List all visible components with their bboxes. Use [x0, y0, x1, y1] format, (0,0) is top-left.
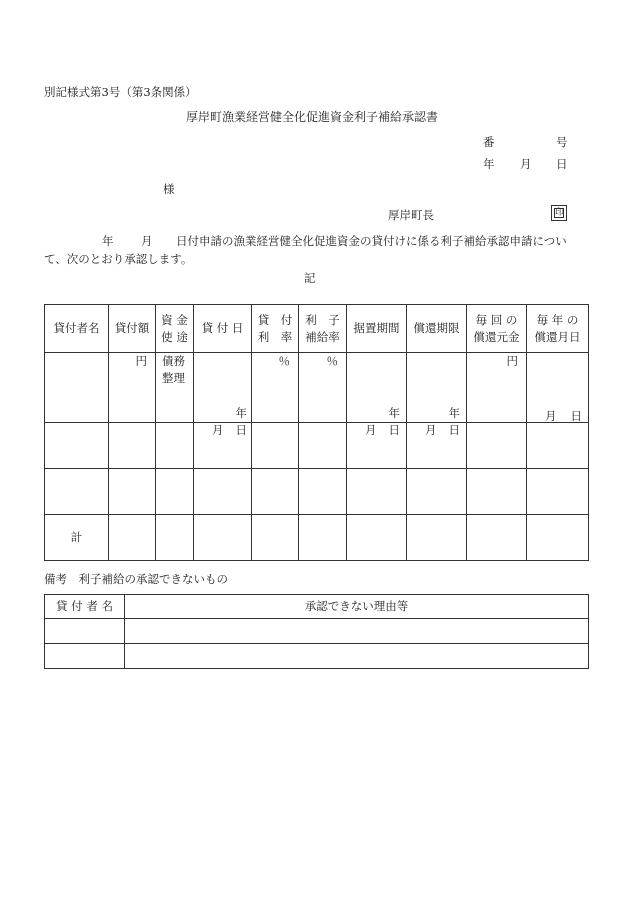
remarks-label: 備考 利子補給の承認できないもの — [44, 572, 228, 586]
remarks-table — [44, 594, 589, 669]
header-purpose: 資 金 使 途 — [156, 305, 194, 353]
header-deferral-period: 据置期間 — [347, 305, 407, 353]
table-row — [45, 423, 589, 469]
table-row — [45, 469, 589, 515]
go-label: 号 — [556, 135, 568, 149]
issuer-name: 厚岸町長 — [388, 208, 434, 222]
table-row — [45, 644, 589, 669]
row1-subsidy-rate[interactable]: ％ — [299, 353, 347, 423]
table-row — [45, 619, 589, 644]
body-year: 年 — [102, 234, 114, 248]
table-row — [45, 353, 589, 423]
total-row — [45, 515, 589, 561]
row1-deferral[interactable]: 年 月 日 — [347, 353, 407, 423]
row1-principal[interactable]: 円 — [467, 353, 527, 423]
ki-label: 記 — [304, 271, 316, 285]
row1-term[interactable]: 年 月 日 — [407, 353, 467, 423]
form-number: 別記様式第3号（第3条関係） — [44, 85, 197, 99]
header-repay-term: 償還期限 — [407, 305, 467, 353]
date-day-label: 日 — [556, 157, 568, 171]
row1-lender[interactable] — [45, 353, 109, 423]
seal-stamp: 印 — [551, 205, 567, 221]
main-table — [44, 304, 589, 561]
row1-loan-rate[interactable]: ％ — [252, 353, 299, 423]
recipient-honorific: 様 — [163, 182, 175, 196]
document-title: 厚岸町漁業経営健全化促進資金利子補給承認書 — [186, 110, 439, 124]
total-label: 計 — [45, 515, 109, 561]
row1-repay-date[interactable]: 月 日 — [527, 353, 589, 423]
remarks-header-reason: 承認できない理由等 — [125, 595, 589, 619]
date-month-label: 月 — [520, 157, 532, 171]
header-lender: 貸付者名 — [45, 305, 109, 353]
remarks-header-row — [45, 595, 589, 619]
header-subsidy-rate: 利 子 補給率 — [299, 305, 347, 353]
header-loan-rate: 貸 付 利 率 — [252, 305, 299, 353]
remarks-header-lender: 貸 付 者 名 — [45, 595, 125, 619]
table-header-row — [45, 305, 589, 353]
body-month: 月 — [141, 234, 153, 248]
row1-purpose[interactable]: 債務 整理 — [156, 353, 194, 423]
number-label: 番 — [483, 135, 495, 149]
header-principal: 毎 回 の 償還元金 — [467, 305, 527, 353]
row1-loan-date[interactable]: 年 月 日 — [194, 353, 252, 423]
body-text-line1: 日付申請の漁業経営健全化促進資金の貸付けに係る利子補給承認申請につい — [176, 234, 567, 248]
row1-amount[interactable]: 円 — [109, 353, 156, 423]
header-amount: 貸付額 — [109, 305, 156, 353]
body-text-line2: て、次のとおり承認します。 — [44, 252, 193, 266]
header-repay-date: 毎 年 の 償還月日 — [527, 305, 589, 353]
header-loan-date: 貸 付 日 — [194, 305, 252, 353]
date-year-label: 年 — [483, 157, 495, 171]
